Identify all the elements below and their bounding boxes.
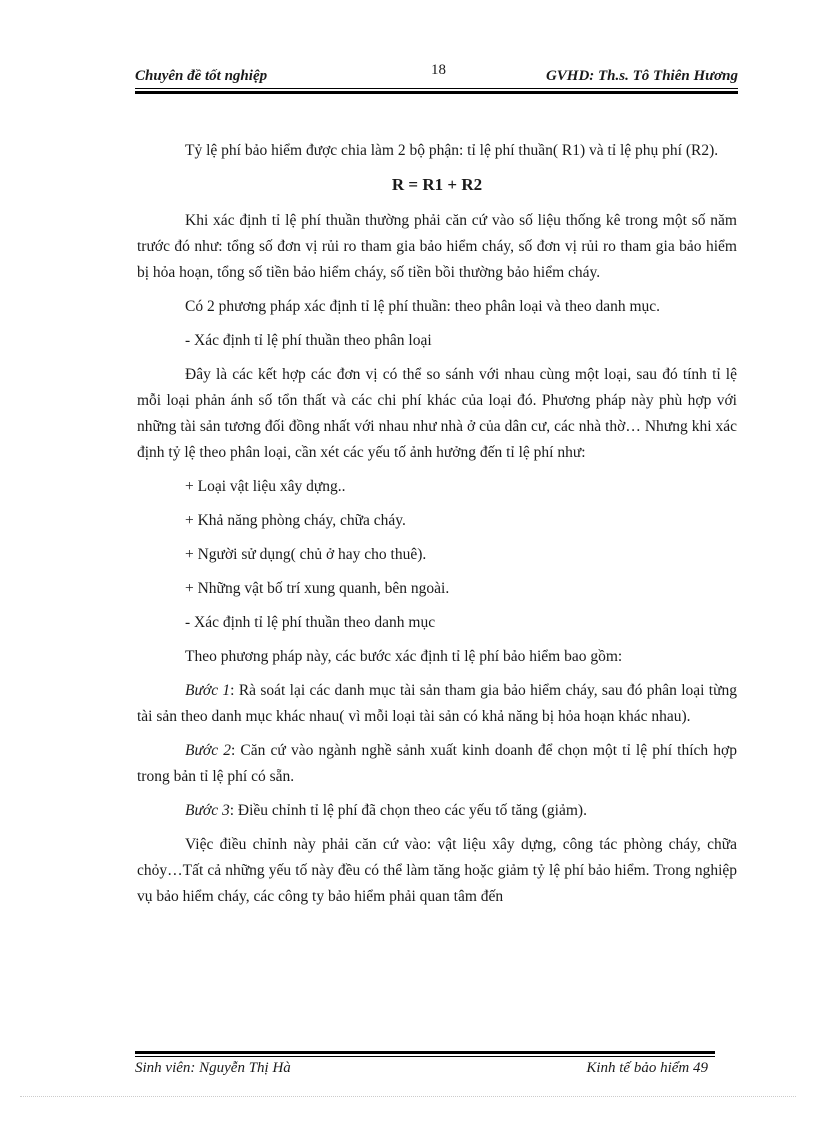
paragraph-step-1 bbox=[137, 678, 737, 730]
paragraph-steps-intro: Theo phương pháp này, các bước xác định tỉ lệ phí bảo hiểm bao gồm: bbox=[185, 648, 623, 665]
list-item: + Người sử dụng( chủ ở hay cho thuê). bbox=[185, 546, 427, 563]
header-rule-thick bbox=[135, 91, 738, 94]
list-item: + Khả năng phòng cháy, chữa cháy. bbox=[185, 512, 406, 529]
paragraph-classification-detail: Đây là các kết hợp các đơn vị có thể so sánh với nhau cùng một loại, sau đó tính tỉ lệ mỗi loại phản ánh số tổn thất và các chi phí khác của loại đó. Phương pháp này phù hợp với những tài sản tương đối đồng nhất với nhau như nhà ở của dân cư, các nhà thờ… Nhưng khi xác định tỷ lệ theo phân loại, cần xét các yếu tố ảnh hưởng đến tỉ lệ phí như: bbox=[137, 366, 737, 461]
footer-rule-thick bbox=[135, 1051, 715, 1054]
page-header bbox=[135, 62, 738, 88]
list-item: + Những vật bố trí xung quanh, bên ngoài. bbox=[185, 580, 450, 597]
step-1-text: : Rà soát lại các danh mục tài sản tham gia bảo hiểm cháy, sau đó phân loại từng tài sản theo danh mục khác nhau( vì mỗi loại tài sản có khả năng bị hỏa hoạn khác nhau). bbox=[137, 682, 738, 725]
footer-rule-thin bbox=[135, 1056, 715, 1057]
page-bottom-dotted-line bbox=[20, 1096, 796, 1097]
paragraph-adjustment: Việc điều chỉnh này phải căn cứ vào: vật liệu xây dựng, công tác phòng cháy, chữa chỏy…Tất cả những yếu tố này đều có thể làm tăng hoặc giảm tỷ lệ phí bảo hiểm. Trong nghiệp vụ bảo hiểm cháy, các công ty bảo hiểm phải quan tâm đến bbox=[137, 836, 737, 905]
header-rule-thin bbox=[135, 88, 738, 89]
step-2-text: : Căn cứ vào ngành nghề sảnh xuất kinh doanh để chọn một tỉ lệ phí thích hợp trong bản tỉ lệ phí có sẵn. bbox=[137, 742, 737, 785]
step-1-label: Bước 1 bbox=[185, 682, 231, 699]
paragraph-step-3 bbox=[137, 798, 737, 824]
page-body bbox=[137, 138, 737, 918]
list-item: + Loại vật liệu xây dựng.. bbox=[185, 478, 346, 495]
paragraph-step-2 bbox=[137, 738, 737, 790]
step-2-label: Bước 2 bbox=[185, 742, 231, 759]
header-supervisor: GVHD: Th.s. Tô Thiên Hương bbox=[545, 68, 738, 84]
premium-formula: R = R1 + R2 bbox=[391, 175, 483, 194]
header-document-type: Chuyên đề tốt nghiệp bbox=[135, 68, 268, 84]
footer-student: Sinh viên: Nguyễn Thị Hà bbox=[135, 1060, 291, 1076]
paragraph-net-rate-basis: Khi xác định tỉ lệ phí thuần thường phải căn cứ vào số liệu thống kê trong một số năm trước đó như: tổng số đơn vị rủi ro tham gia bảo hiểm cháy, số đơn vị rủi ro tham gia bảo hiểm bị hỏa hoạn, tổng số tiền bảo hiểm cháy, số tiền bồi thường bảo hiểm cháy. bbox=[137, 212, 737, 281]
paragraph-method-catalog: - Xác định tỉ lệ phí thuần theo danh mục bbox=[185, 614, 436, 631]
step-3-label: Bước 3 bbox=[185, 802, 230, 819]
paragraph-premium-parts: Tỷ lệ phí bảo hiểm được chia làm 2 bộ phận: tỉ lệ phí thuần( R1) và tỉ lệ phụ phí (R2). bbox=[185, 142, 719, 159]
paragraph-method-classification: - Xác định tỉ lệ phí thuần theo phân loại bbox=[185, 332, 432, 349]
paragraph-two-methods: Có 2 phương pháp xác định tỉ lệ phí thuần: theo phân loại và theo danh mục. bbox=[185, 298, 661, 315]
step-3-text: : Điều chỉnh tỉ lệ phí đã chọn theo các yếu tố tăng (giảm). bbox=[229, 802, 587, 819]
page-number: 18 bbox=[431, 62, 446, 78]
footer-class: Kinh tế bảo hiểm 49 bbox=[586, 1060, 708, 1076]
